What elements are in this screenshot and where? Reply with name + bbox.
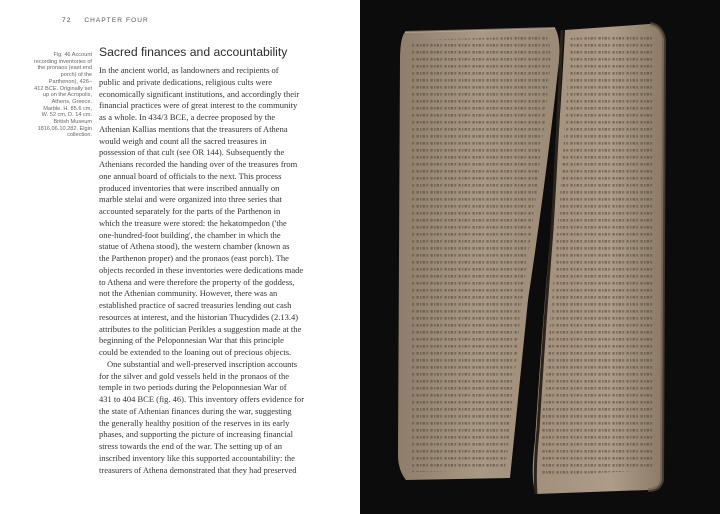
caption-line: Marble. H. 85.6 cm, [43,105,92,112]
text-line: Athenians recorded the handing over of the treasures from [99,159,298,169]
text-line: statue of Athena stood), the western chamber (known as [99,241,290,252]
text-line: could be extended to the loaning out of precious objects. [99,347,292,357]
text-line: as a whole. In 434/3 BCE, a decree proposed by the [99,112,276,122]
text-line: the state of Athenian finances during the war, suggesting [99,405,292,416]
text-line: public and private dedications, religious cults were [99,76,273,87]
right-page-photo [360,0,720,514]
caption-line: W. 52 cm, D. 14 cm. [41,112,92,119]
text-line-indented: One substantial and well-preserved inscription accounts [107,358,298,369]
text-line: possession of that cult (see OR 144). Subsequently the [99,147,285,158]
body-text [99,65,344,476]
text-line: one-hundred-foot building', the chamber in which the [99,229,281,240]
caption-line: Athens, Greece. [51,98,92,105]
caption-line: the pronaos (east end [37,65,92,72]
text-line: to Athena and were therefore the property of the goddess, [99,276,295,287]
text-line: attributes to the politician Perikles a suggestion made at the [99,323,302,334]
text-line: beginning of the Peloponnesian War that this principle [99,335,284,346]
text-line: Athenian Kallias mentions that the treasurers of Athena [99,123,288,134]
text-line: economically significant institutions, and accordingly their [99,88,300,99]
figure-caption [24,52,92,139]
text-line: objects recorded in these inventories were dedications made [99,264,304,275]
text-line: marble stelai and were organized into three series that [99,194,282,205]
caption-line: British Museum [53,119,92,126]
text-line: would weigh and count all the sacred treasures in [99,135,267,146]
inscribed-stele-image [360,0,720,514]
caption-line: recording inventories of [33,58,92,65]
text-line: one annual board of officials to the next. This process [99,170,282,181]
text-line: for the silver and gold vessels held in the pronaos of the [99,370,290,381]
text-line: phases, and supporting the picture of increasing financial [99,429,294,440]
caption-line: Parthenon), 426– [48,78,92,85]
text-line: the Parthenon proper) and the pronaos (east porch). The [99,253,289,263]
text-line: treasurers of Athena demonstrated that they had preserved [99,464,297,475]
section-heading: Sacred finances and accountability [99,45,288,59]
text-line: financial practices were of great interest to the community [99,100,298,111]
text-line: resources at interest, and the historian Thucydides (2.13.4) [99,311,299,322]
text-line: temple in two periods during the Peloponnesian War of [99,382,287,393]
text-line: not the Athenian community. However, there was an [99,288,278,299]
text-line: produced inventories that were inscribed annually on [99,182,280,193]
caption-line: 1816,06.10.282. Elgin [37,125,92,132]
text-line: accounted separately for the parts of the Parthenon in [99,206,281,216]
page-number: 72 [62,17,72,24]
text-line: In the ancient world, as landowners and recipients of [99,65,279,75]
caption-line: porch) of the [60,72,92,79]
text-line: 431 to 404 BCE (fig. 46). This inventory offers evidence for [99,394,305,404]
text-line: which the treasure were stored: the hekatompedon ('the [99,217,287,228]
chapter-title: CHAPTER FOUR [84,17,149,24]
text-line: established practice of sacred treasuries lending out cash [99,300,292,310]
caption-line: 412 BCE. Originally set [34,85,92,92]
text-line: the generally healthy position of the reserves in its early [99,417,290,428]
caption-line: collection. [67,132,92,139]
running-head [62,17,149,24]
caption-line: Fig. 46 Account [53,52,92,58]
text-line: stress towards the end of the war. The setting up of an [99,441,283,451]
caption-line: up on the Acropolis, [42,92,92,99]
text-line: inscribed inventory like this supported accountability: the [99,452,295,463]
